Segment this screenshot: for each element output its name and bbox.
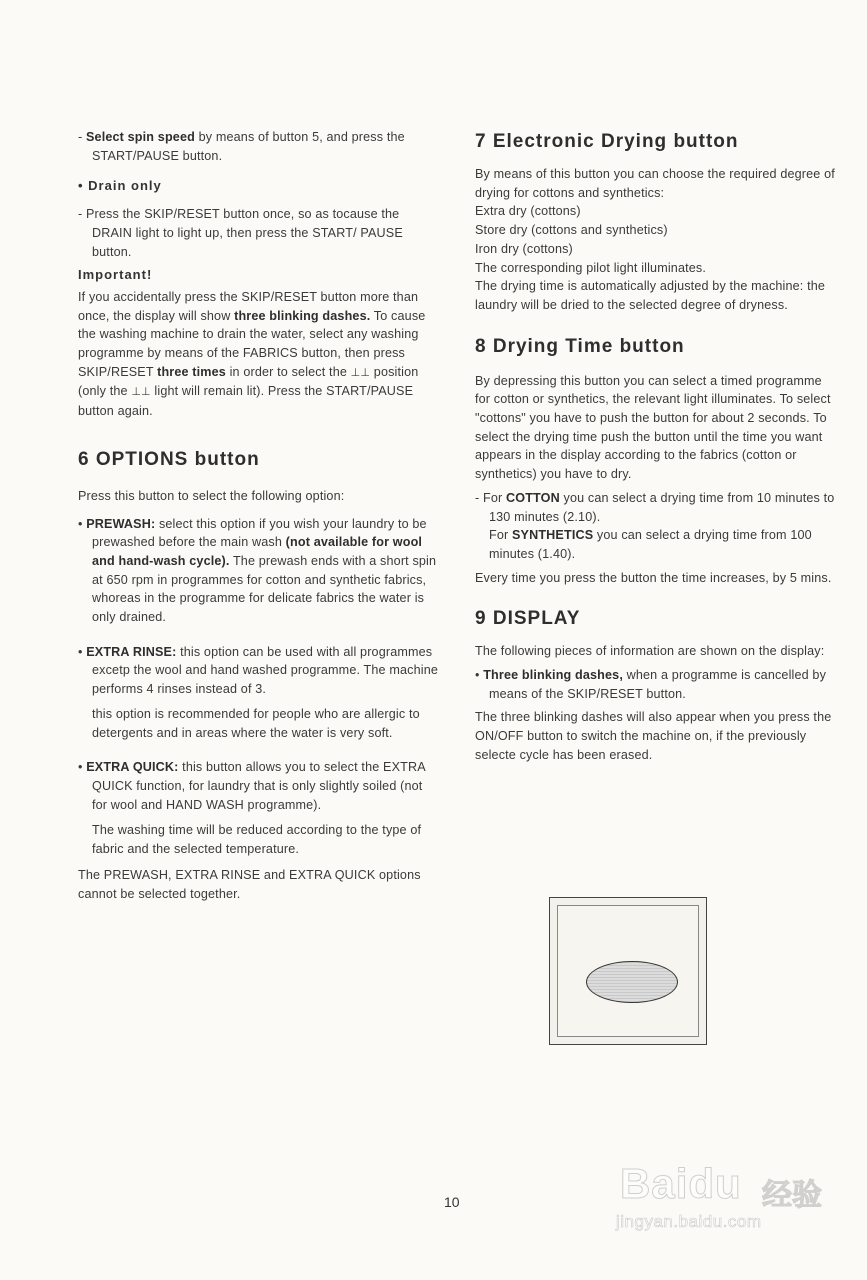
drain-light-icon: ⊥⊥ xyxy=(131,385,151,399)
display-intro: The following pieces of information are shown on the display: xyxy=(475,644,825,659)
baidu-watermark xyxy=(612,1160,852,1250)
watermark-cn: 经验 xyxy=(762,1179,822,1212)
time-increase-note: Every time you press the button the time increases, by 5 mins. xyxy=(475,570,832,585)
drain-only-title: • Drain only xyxy=(78,178,162,194)
drying-item: Iron dry (cottons) xyxy=(475,241,573,256)
extra-quick-note: The washing time will be reduced according to the type of fabric and the selected temperature. xyxy=(92,823,422,857)
drying-time-intro: By depressing this button you can select a timed programme for cotton or synthetics, the relevant light illuminates. To select "cottons" you have to push the button for about 2 seconds. To select the drying time push the button until the time you want appears in the display according to the fabrics (cotton or synthetics) you have to dry. xyxy=(475,373,831,482)
display-screen xyxy=(557,905,699,1037)
options-intro: Press this button to select the following option: xyxy=(78,488,345,503)
watermark-brand: Baidu xyxy=(620,1160,742,1207)
prewash-item: • PREWASH: select this option if you wish your laundry to be prewashed before the main wash (not available for wool and hand-wash cycle). The prewash ends with a short spin at 650 rpm in programmes for cotton and synthetic fabrics, whoreas in the programme for delicate fabrics the water is only drained. xyxy=(78,516,437,625)
drying-item: Store dry (cottons and synthetics) xyxy=(475,223,668,238)
spin-step: - Select spin speed by means of button 5, and press the START/PAUSE button. xyxy=(78,130,405,163)
extra-rinse-item: • EXTRA RINSE: this option can be used with all programmes excetp the wool and hand washed programme. The machine performs 4 rinses instead of 3. xyxy=(78,644,439,697)
drying-intro: By means of this button you can choose the required degree of drying for cottons and synthetics: xyxy=(475,167,835,200)
extra-rinse-note: this option is recommended for people who are allergic to detergents and in areas where the water is very soft. xyxy=(92,706,420,740)
left-column xyxy=(78,128,440,903)
drain-only-text: - Press the SKIP/RESET button once, so as tocause the DRAIN light to light up, then press the START/ PAUSE button. xyxy=(78,207,403,259)
display-illustration xyxy=(549,897,707,1045)
important-title: Important! xyxy=(78,267,153,283)
display-heading: 9 DISPLAY xyxy=(475,608,581,630)
drying-item: Extra dry (cottons) xyxy=(475,204,581,219)
blinking-dashes-note: The three blinking dashes will also appear when you press the ON/OFF button to switch the machine on, if the previously selecte cycle has been erased. xyxy=(475,710,832,762)
right-column xyxy=(475,128,835,765)
cotton-time: - For COTTON you can select a drying time from 10 minutes to 130 minutes (2.10). xyxy=(475,490,835,524)
drain-position-icon: ⊥⊥ xyxy=(350,365,371,379)
important-text: If you accidentally press the SKIP/RESET button more than once, the display will show three blinking dashes. To cause the washing machine to drain the water, select any washing programme by means of the FABRICS button, then press SKIP/RESET three times in order to select the ⊥⊥ position (only the ⊥⊥ light will remain lit). Press the START/PAUSE button again. xyxy=(78,289,426,419)
drying-heading: 7 Electronic Drying button xyxy=(475,131,739,152)
blinking-dashes-item: • Three blinking dashes, when a programme is cancelled by means of the SKIP/RESET button. xyxy=(475,668,827,701)
drying-pilot: The corresponding pilot light illuminates. xyxy=(475,260,707,275)
drying-time-heading: 8 Drying Time button xyxy=(475,335,685,357)
display-oval-icon xyxy=(586,961,678,1003)
options-heading: 6 OPTIONS button xyxy=(78,448,260,470)
synthetics-time: For SYNTHETICS you can select a drying time from 100 minutes (1.40). xyxy=(489,528,812,561)
watermark-url: jingyan.baidu.com xyxy=(616,1212,762,1231)
drying-auto: The drying time is automatically adjusted by the machine: the laundry will be dried to the selected degree of dryness. xyxy=(475,279,826,312)
page-number: 10 xyxy=(444,1194,460,1210)
extra-quick-item: • EXTRA QUICK: this button allows you to select the EXTRA QUICK function, for laundry that is only slightly soiled (not for wool and HAND WASH programme). xyxy=(78,760,426,812)
options-note: The PREWASH, EXTRA RINSE and EXTRA QUICK options cannot be selected together. xyxy=(78,867,421,901)
